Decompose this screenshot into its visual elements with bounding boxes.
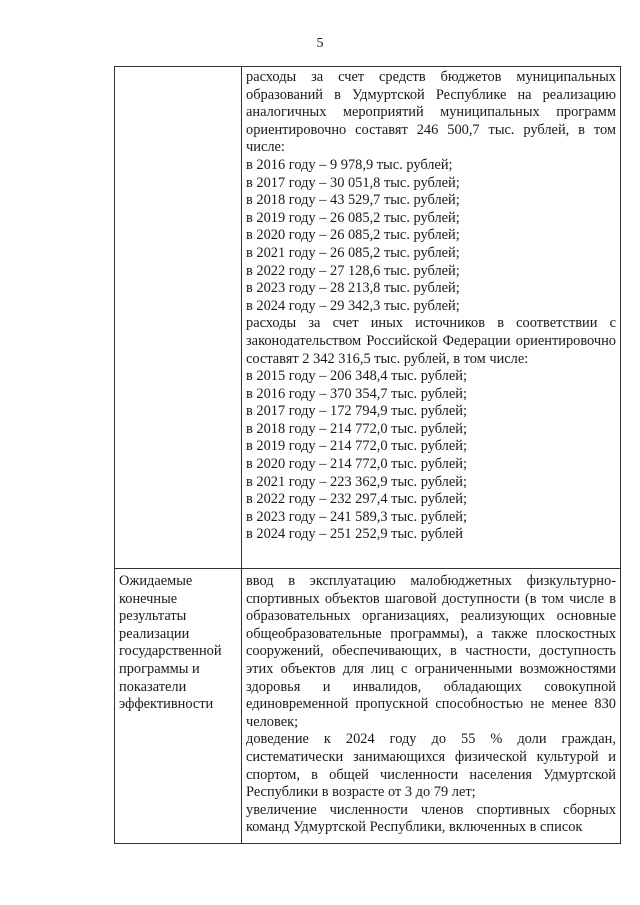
expected-results-content [246,573,616,841]
municipal-funding-intro: расходы за счет средств бюджетов муниципальных образований в Удмуртской Республике на реализацию аналогичных мероприятий муниципальных программ ориентировочно составят 246 500,7 тыс. рублей, в том числе: [246,69,616,156]
other-year-line: в 2018 году – 214 772,0 тыс. рублей; [246,420,467,437]
municipal-year-line: в 2024 году – 29 342,3 тыс. рублей; [246,297,460,314]
result-paragraph: увеличение численности членов спортивных сборных команд Удмуртской Республики, включенных в список [246,801,616,836]
other-year-line: в 2020 году – 214 772,0 тыс. рублей; [246,456,467,473]
municipal-year-line: в 2020 году – 26 085,2 тыс. рублей; [246,227,460,244]
other-year-line: в 2023 году – 241 589,3 тыс. рублей; [246,508,467,525]
table-row-expected-results [115,569,621,844]
municipal-year-line: в 2021 году – 26 085,2 тыс. рублей; [246,244,460,261]
other-year-line: в 2015 году – 206 348,4 тыс. рублей; [246,368,467,385]
other-year-line: в 2016 году – 370 354,7 тыс. рублей; [246,385,467,402]
expected-results-label-cell [115,569,242,844]
municipal-year-line: в 2016 году – 9 978,9 тыс. рублей; [246,156,453,173]
empty-label-cell [115,67,242,569]
municipal-year-line: в 2018 году – 43 529,7 тыс. рублей; [246,192,460,209]
financing-cell [242,67,621,569]
other-year-line: в 2019 году – 214 772,0 тыс. рублей; [246,438,467,455]
passport-table [114,66,621,844]
expected-results-cell [242,569,621,844]
page-number: 5 [316,36,324,51]
other-year-line: в 2017 году – 172 794,9 тыс. рублей; [246,403,467,420]
municipal-year-line: в 2017 году – 30 051,8 тыс. рублей; [246,174,460,191]
municipal-year-line: в 2023 году – 28 213,8 тыс. рублей; [246,280,460,297]
other-year-line: в 2022 году – 232 297,4 тыс. рублей; [246,491,467,508]
other-year-line: в 2024 году – 251 252,9 тыс. рублей [246,526,463,543]
result-paragraph: доведение к 2024 году до 55 % доли граждан, систематически занимающихся физической культурой и спортом, в общей численности населения Удмуртской Республики в возрасте от 3 до 79 лет; [246,731,616,801]
other-funding-intro: расходы за счет иных источников в соответствии с законодательством Российской Федерации ориентировочно составят 2 342 316,5 тыс. рублей, в том числе: [246,315,616,367]
table-row-financing [115,67,621,569]
municipal-year-line: в 2022 году – 27 128,6 тыс. рублей; [246,262,460,279]
other-year-line: в 2021 году – 223 362,9 тыс. рублей; [246,473,467,490]
result-paragraph: ввод в эксплуатацию малобюджетных физкультурно-спортивных объектов шаговой доступности (в том числе в образовательных организациях, реализующих основные общеобразовательные программы), а также плоскостных сооружений, обеспечивающих, в частности, доступность этих объектов для лиц с ограниченными возможностями здоровья и инвалидов, обладающих совокупной единовременной пропускной способностью не менее 830 человек; [246,573,616,730]
expected-results-label: Ожидаемые конечные результаты реализации государственной программы и показатели эффективности [119,573,222,713]
municipal-year-line: в 2019 году – 26 085,2 тыс. рублей; [246,209,460,226]
